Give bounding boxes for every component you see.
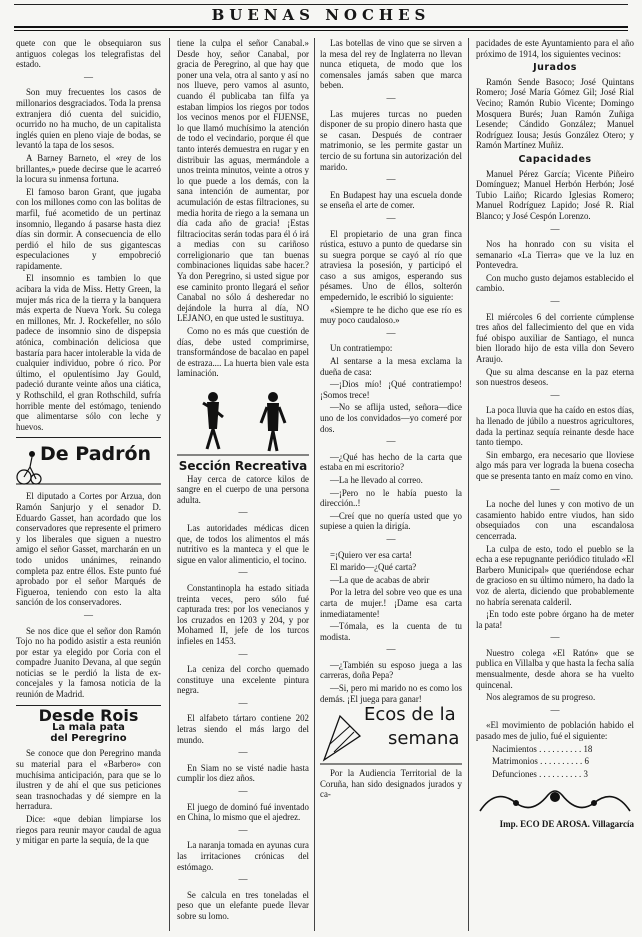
section-rule bbox=[16, 437, 161, 438]
rois-subtitle: La mala pata bbox=[52, 722, 125, 734]
column-3 bbox=[320, 38, 462, 937]
paragraph: Por la Audiencia Territorial de la Coruña, han sido designados jurados y ca- bbox=[320, 768, 462, 800]
floral-ornament-icon bbox=[476, 785, 634, 815]
paragraph: El juego de dominó fué inventado en China, lo mismo que el ajedrez. bbox=[177, 801, 309, 823]
ecos-title-line1: Ecos de la bbox=[364, 704, 456, 726]
paragraph: Se conoce que don Peregrino manda su material para el «Barbero» con muchísima anticipación, para que se lo ilustren y de ahí el que sus peticiones sean trasnochadas y dé siempre en la herradura. bbox=[16, 748, 161, 812]
paragraph: La naranja tomada en ayunas cura las irritaciones crónicas del estómago. bbox=[177, 840, 309, 872]
paragraph: Constantinopla ha estado sitiada treinta veces, pero sólo fué capturada tres: por los venecianos y los cruzados en 1203 y 204, y por Mohamed II, jefe de los turcos infieles en 1453. bbox=[177, 582, 309, 646]
paragraph: Por la letra del sobre veo que es una carta de mujer.! ¡Dame esa carta inmediatamente! bbox=[320, 587, 462, 619]
masthead-rule bbox=[14, 26, 628, 28]
paragraph: El miércoles 6 del corriente cúmplense tres años del fallecimiento del que en vida fué obispo auxiliar de Santiago, el nunca bien llorado hijo de esta villa don Severo Araujo. bbox=[476, 311, 634, 365]
separator-dash: — bbox=[550, 704, 560, 715]
rois-subtitle-2: del Peregrino bbox=[50, 732, 127, 744]
paragraph: La ceniza del corcho quemado constituye una excelente pintura negra. bbox=[177, 664, 309, 696]
stat-births: Nacimientos . . . . . . . . . . 18 bbox=[492, 743, 593, 754]
paragraph: pacidades de este Ayuntamiento para el año próximo de 1914, los siguientes vecinos: bbox=[476, 38, 634, 59]
separator-dash: — bbox=[238, 648, 248, 659]
paragraph: El propietario de una gran finca rústica, estuvo a punto de quedarse sin su suegra porque se cayó al río que atraviesa la posesión, y participó el caso a sus amigos, esperando sus pésames. Uno de éllos, solterón empedernido, le escribió lo siguiente: bbox=[320, 228, 462, 303]
paragraph: Como no es más que cuestión de días, debe usted comprimirse, transformándose de bacalao en papel de estraza.... La huerta bien vale esta laminación. bbox=[177, 326, 309, 379]
paragraph: La culpa de esto, todo el pueblo se la echa a ese repugnante periódico titulado «El Barbero Municipal» que queriéndose echar de gracioso en su último número, ha dado la voz de alerta, diciendo que probablemente no habría serenata calderil. bbox=[476, 543, 634, 607]
paragraph: Nos alegramos de su progreso. bbox=[486, 692, 596, 703]
paragraph: Nuestro colega «El Ratón» que se publica en Villalba y que hasta la fecha salía mensualmente, desde ahora se ha vuelto quincenal. bbox=[476, 647, 634, 690]
separator-dash: — bbox=[550, 296, 560, 307]
paragraph: La poca lluvia que ha caído en estos días, ha llenado de júbilo a nuestros agricultores, dada la pertinaz sequía reinante desde hace tanto tiempo. bbox=[476, 405, 634, 448]
separator-dash: — bbox=[238, 507, 248, 518]
paragraph: Manuel Pérez García; Vicente Piñeiro Domínguez; Manuel Herbón Herbón; José Tubio Laiño; Ricardo Iglesias Romero; Manuel Rodríguez Lapido; José R. Rial Blanco; y José Cespón Lorenzo. bbox=[476, 168, 634, 221]
paragraph: La noche del lunes y con motivo de un casamiento habido entre viudos, han sido obsequiados con una escandalosa cencerrada. bbox=[476, 499, 634, 541]
paragraph: Las mujeres turcas no pueden disponer de su propio dinero hasta que se casan. Después de contraer matrimonio, se les permite gastar un tercio de su fortuna sin autorización del marido. bbox=[320, 108, 462, 172]
separator-dash: — bbox=[550, 223, 560, 234]
paragraph: Que su alma descanse en la paz eterna son nuestros deseos. bbox=[476, 366, 634, 388]
paragraph: «El movimiento de población habido el pasado mes de julio, fué el siguiente: bbox=[476, 720, 634, 742]
masthead-rule-thin bbox=[14, 30, 628, 31]
separator-dash: — bbox=[386, 212, 396, 223]
paragraph: Las autoridades médicas dicen que, de todos los alimentos el más nutritivo es la manteca y el que le sigue en valor alimenticio, el tocino. bbox=[177, 522, 309, 565]
column-separator bbox=[169, 38, 170, 931]
paragraph: El marido—¿Qué carta? bbox=[330, 562, 417, 573]
masthead bbox=[0, 0, 642, 34]
separator-dash: — bbox=[550, 632, 560, 643]
masthead-top-rule bbox=[14, 4, 628, 5]
paragraph: quete con que le obsequiaron sus antiguos colegas los telegrafistas del estado. bbox=[16, 38, 161, 70]
recreativa-illustration bbox=[177, 383, 309, 457]
separator-dash: — bbox=[84, 71, 93, 82]
paragraph: En Budapest hay una escuela donde se enseña el arte de comer. bbox=[320, 189, 462, 211]
paragraph: El alfabeto tártaro contiene 202 letras siendo el más largo del mundo. bbox=[177, 713, 309, 745]
paragraph: Nos ha honrado con su visita el semanario «La Tierra» que ve la luz en Pontevedra. bbox=[476, 239, 634, 271]
capacidades-heading: Capacidades bbox=[518, 153, 592, 165]
separator-dash: — bbox=[386, 644, 396, 655]
ecos-banner bbox=[320, 704, 462, 766]
paragraph: A Barney Barneto, el «rey de los brillantes,» puede decirse que le acarreó la locura su inmensa fortuna. bbox=[16, 152, 161, 185]
paragraph: Las botellas de vino que se sirven a la mesa del rey de Inglaterra no llevan nunca etiqueta, de modo que los comensales jamás saben que marca beben. bbox=[320, 38, 462, 91]
paragraph: «Siempre te he dicho que ese río es muy poco caudaloso.» bbox=[320, 304, 462, 326]
column-separator bbox=[314, 38, 315, 931]
paragraph: En Siam no se visté nadie hasta cumplir los diez años. bbox=[177, 762, 309, 784]
rois-title: Desde Rois bbox=[38, 705, 139, 725]
separator-dash: — bbox=[238, 786, 248, 797]
separator-dash: — bbox=[386, 174, 396, 185]
paragraph: —No se aflija usted, señora—dice uno de los convidados—yo comeré por dos. bbox=[320, 402, 462, 434]
separator-dash: — bbox=[84, 609, 93, 620]
paragraph: —¡Dios mío! ¡Qué contratiempo! ¡Somos trece! bbox=[320, 379, 462, 400]
imprint: Imp. ECO DE AROSA. Villagarcía bbox=[499, 819, 634, 830]
column-4 bbox=[476, 38, 634, 937]
separator-dash: — bbox=[238, 747, 248, 758]
paragraph: —La he llevado al correo. bbox=[330, 474, 423, 485]
paragraph: Sin embargo, era necesario que lloviese algo más para ver lograda la buena cosecha que se presenta tanto en maíz como en vino. bbox=[476, 449, 634, 481]
paragraph: —Tómala, es la cuenta de tu modista. bbox=[320, 621, 462, 642]
separator-dash: — bbox=[386, 533, 396, 544]
padron-banner bbox=[16, 443, 161, 487]
paragraph: —La que de acabas de abrir bbox=[330, 574, 430, 585]
paragraph: tiene la culpa el señor Canabal.» Desde hoy, señor Canabal, por gracia de Peregrino, al que hay que poner una vela, otra al santo y así no nos llueve, pero vamos al asunto, cuando él publicaba tan filfa ya estaban limpios los riegos por todos los vecinos menos por el FIJENSE, lo que llamó muchísimo la atención de todo el vecindario, porque él que tanto interés demuestra en rugar y en distribuir las aguas, mermándole a unos treinta minutos, veinte a otros y lo que puede a los demás, con la sana intención de aumentar, por acumulación de estas filtraciones, su media horita de riego a la semana un día cada año de gracia! ¡Estas filtraciocitas serán todas para él ó irá a medias con su cariñoso correligionario que tan buenas combinaciones liquidas sabe hacer.? Ya don Peregrino, si usted sigue por ese caminito pronto llegará el señor Canabal no sólo á desheredar no dejándole la hurra al día, NO LEJANO, en que usted le sustituya. bbox=[177, 38, 309, 324]
jurados-heading: Jurados bbox=[533, 62, 577, 74]
paragraph: El insomnio es tambien lo que acibara la vida de Miss. Hetty Green, la mujer más rica de la tierra y la banquera más experta de Nueva York. Su colega en millones, Mr. J. Rockefeller, no sólo padece de insomnio sino de dispepsia atónica, combinación deliciosa que bastaría para hacer intolerable la vida de cualquier individuo, pobre ó rico. Por último, el opulentísimo Jay Gould, padeció durante veinte años una ciática, y Rothschild, el gran Rothschild, sufría horrible mente del estómago, teniendo que alimentarse sólo con leche y huevos. bbox=[16, 273, 161, 432]
stat-marriages: Matrimonios . . . . . . . . . . 6 bbox=[492, 756, 589, 767]
masthead-title: BUENAS NOCHES bbox=[211, 6, 431, 24]
paragraph: =¡Quiero ver esa carta! bbox=[330, 549, 413, 560]
column-1 bbox=[16, 38, 161, 937]
paragraph: Un contratiempo: bbox=[330, 343, 393, 354]
separator-dash: — bbox=[238, 697, 248, 708]
ecos-title-line2: semana bbox=[388, 728, 460, 750]
paragraph: Dice: «que debian limpiarse los riegos para reunir mayor caudal de agua y mitigar en parte la sequía, de la que bbox=[16, 814, 161, 846]
padron-title: De Padrón bbox=[40, 443, 152, 466]
two-figures-icon bbox=[177, 383, 309, 457]
separator-dash: — bbox=[550, 389, 560, 400]
paragraph: —Creí que no quería usted que yo supiese a quien la dirigía. bbox=[320, 510, 462, 532]
paragraph: Son muy frecuentes los casos de millonarios desgraciados. Toda la prensa extranjera dió cuenta del suicidio, ocurrido no ha mucho, de un capitalista inglés quien en pleno viaje de bodas, se levantó la tapa de los sesos. bbox=[16, 87, 161, 151]
paragraph: El famoso baron Grant, que jugaba con los millones como con las bolitas de marfil, fué acometido de un pertinaz insomnio, llegando á pasarse hasta diez días sin dormir. A consecuencia de ello perdió el hilo de sus gigantescas especulaciones y empobreció rapidamente. bbox=[16, 186, 161, 271]
paragraph: Ramón Sende Basoco; José Quintans Romero; José María Gómez Gil; José Rial Vecino; Ramón Rubio Vicente; Domingo Mosquera Burés; Juan Ramón Zuñiga Lesende; Cándido González; Manuel Rodríguez Iousa; Jesús González Otero; y Ramón Martínez Muñiz. bbox=[476, 76, 634, 151]
separator-dash: — bbox=[550, 483, 560, 494]
floral-ornament bbox=[476, 785, 634, 815]
paragraph: —¡Pero no le había puesto la dirección..! bbox=[320, 487, 462, 509]
separator-dash: — bbox=[238, 824, 248, 835]
paragraph: Se calcula en tres toneladas el peso que un elefante puede llevar sobre su lomo. bbox=[177, 889, 309, 921]
separator-dash: — bbox=[386, 436, 396, 447]
separator-dash: — bbox=[386, 92, 396, 103]
column-2 bbox=[177, 38, 309, 937]
paragraph: Con mucho gusto dejamos establecido el cambio. bbox=[476, 272, 634, 294]
stat-deaths: Defunciones . . . . . . . . . . 3 bbox=[492, 768, 588, 779]
column-separator bbox=[468, 38, 469, 931]
paragraph: El diputado a Cortes por Arzua, don Ramón Sanjurjo y el senador D. Eduardo Gasset, han acordado que los conservadores que represente el primero y los liberales que siguen a nuestro amigo el señor Gasset, marcharán en un todo unidos unánimes, reinando completa paz entre éllos. Este punto fué aprobado por el señor Marqués de Figueroa, teniendo con esto la alta sanción de los conservadores. bbox=[16, 491, 161, 608]
separator-dash: — bbox=[238, 567, 248, 578]
paragraph: Hay cerca de catorce kilos de sangre en el cuerpo de una persona adulta. bbox=[177, 473, 309, 505]
paragraph: ¡En todo este pobre órgano ha de meter la pata! bbox=[476, 609, 634, 630]
paragraph: Al sentarse a la mesa exclama la dueña de casa: bbox=[320, 356, 462, 377]
paragraph: —Si, pero mi marido no es como los demás. ¡El juega para ganar! bbox=[320, 683, 462, 704]
paragraph: —¿Qué has hecho de la carta que estaba en mi escritorio? bbox=[320, 451, 462, 473]
separator-dash: — bbox=[238, 874, 248, 885]
separator-dash: — bbox=[386, 327, 396, 338]
recreativa-title: Sección Recreativa bbox=[178, 459, 308, 473]
paragraph: —¿También su esposo juega a las carreras, doña Pepa? bbox=[320, 659, 462, 681]
paragraph: Se nos dice que el señor don Ramón Tojo no ha podido asistir a esta reunión por estar ya elegido por Coria con el compadre Juanito Devana, al que según noticias se le perdió la lista de ex-concejales y la famosa noticia de la reunión de Madrid. bbox=[16, 625, 161, 700]
